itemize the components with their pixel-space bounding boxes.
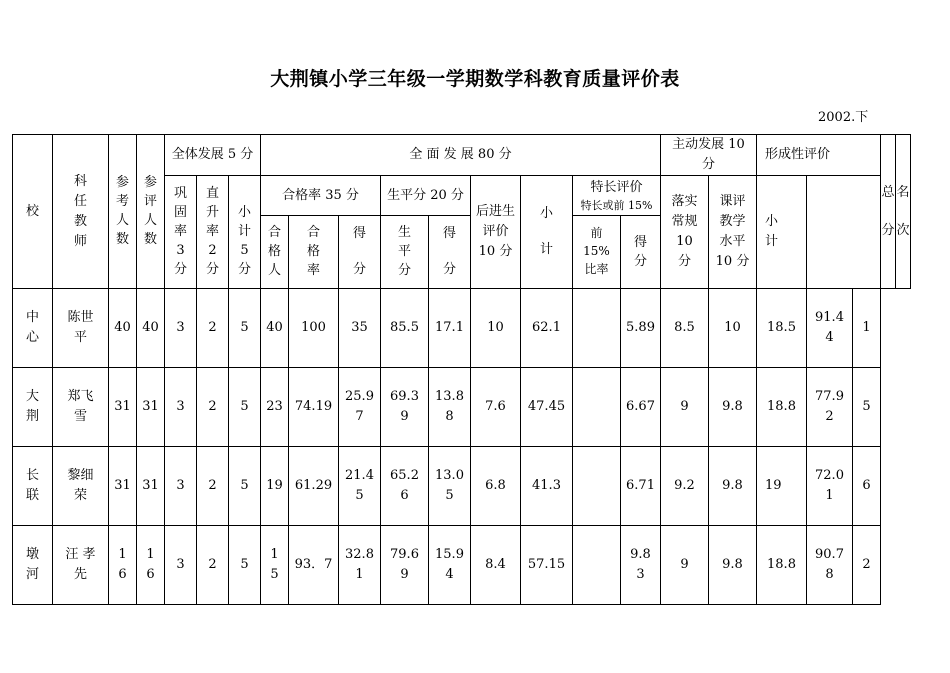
cell-lesson-eval: 9.8 (709, 526, 757, 605)
cell-promotion: 2 (197, 368, 229, 447)
cell-subtotal5: 5 (229, 368, 261, 447)
cell-avg-score: 13.0 5 (429, 447, 471, 526)
header-avg-group: 生平分 20 分 (381, 176, 471, 216)
cell-consolidation: 3 (165, 526, 197, 605)
header-lesson-eval: 课评教学水平 10 分 (709, 176, 757, 289)
table-row (13, 289, 911, 368)
cell-subtotal5: 5 (229, 526, 261, 605)
cell-exam: 31 (109, 368, 137, 447)
cell-rank: 2 (853, 526, 881, 605)
cell-pass-count: 23 (261, 368, 289, 447)
cell-routine: 9 (661, 368, 709, 447)
header-top15-score: 得分 (621, 216, 661, 289)
cell-exam: 31 (109, 447, 137, 526)
header-subtotal-5: 小计 5 分 (229, 176, 261, 289)
cell-avg-score: 13.8 8 (429, 368, 471, 447)
cell-teacher: 汪 孝 先 (53, 526, 109, 605)
cell-lesson-eval: 9.8 (709, 447, 757, 526)
header-pass-count: 合格人 (261, 216, 289, 289)
cell-top15-score: 6.67 (621, 368, 661, 447)
table-row (13, 447, 911, 526)
header-pass-rate: 合格率 35 分 (261, 176, 381, 216)
cell-rank: 5 (853, 368, 881, 447)
cell-subtotal5: 5 (229, 447, 261, 526)
cell-pass-score: 35 (339, 289, 381, 368)
cell-school: 中 心 (13, 289, 53, 368)
cell-pass-count: 1 5 (261, 526, 289, 605)
cell-avg: 79.6 9 (381, 526, 429, 605)
cell-total: 72.0 1 (807, 447, 853, 526)
cell-rated: 31 (137, 368, 165, 447)
document-title: 大荆镇小学三年级一学期数学科教育质量评价表 (270, 68, 680, 90)
cell-pass-rate: 100 (289, 289, 339, 368)
cell-lagging: 10 (471, 289, 521, 368)
document-date: 2002.下 (818, 110, 869, 125)
cell-total: 91.4 4 (807, 289, 853, 368)
cell-formative-subtotal: 19 (757, 447, 807, 526)
cell-subtotal: 57.15 (521, 526, 573, 605)
cell-formative-subtotal: 18.8 (757, 526, 807, 605)
cell-teacher: 陈世 平 (53, 289, 109, 368)
cell-subtotal: 47.45 (521, 368, 573, 447)
header-lagging: 后进生评价 10 分 (471, 176, 521, 289)
cell-exam: 40 (109, 289, 137, 368)
cell-routine: 9.2 (661, 447, 709, 526)
header-overall-development: 全体发展 5 分 (165, 135, 261, 176)
cell-pass-count: 19 (261, 447, 289, 526)
cell-consolidation: 3 (165, 447, 197, 526)
cell-pass-score: 21.4 5 (339, 447, 381, 526)
cell-top15 (573, 289, 621, 368)
cell-teacher: 郑飞 雪 (53, 368, 109, 447)
header-top15: 前 15% 比率 (573, 216, 621, 289)
header-teacher: 科任教师 (53, 135, 109, 289)
cell-routine: 8.5 (661, 289, 709, 368)
cell-top15 (573, 526, 621, 605)
cell-total: 90.7 8 (807, 526, 853, 605)
cell-teacher: 黎细 荣 (53, 447, 109, 526)
cell-promotion: 2 (197, 289, 229, 368)
header-routine: 落实常规 10 分 (661, 176, 709, 289)
cell-school: 墩 河 (13, 526, 53, 605)
header-school: 校 (13, 135, 53, 289)
cell-promotion: 2 (197, 526, 229, 605)
header-specialty: 特长评价 特长或前 15% (573, 176, 661, 216)
cell-total: 77.9 2 (807, 368, 853, 447)
cell-top15-score: 5.89 (621, 289, 661, 368)
cell-rated: 1 6 (137, 526, 165, 605)
cell-avg-score: 15.9 4 (429, 526, 471, 605)
cell-top15 (573, 368, 621, 447)
cell-lagging: 7.6 (471, 368, 521, 447)
header-avg-score: 得分 (429, 216, 471, 289)
cell-subtotal: 62.1 (521, 289, 573, 368)
cell-routine: 9 (661, 526, 709, 605)
cell-rated: 31 (137, 447, 165, 526)
evaluation-table (12, 134, 911, 605)
header-exam-count: 参考人数 (109, 135, 137, 289)
cell-top15-score: 9.8 3 (621, 526, 661, 605)
cell-top15-score: 6.71 (621, 447, 661, 526)
cell-consolidation: 3 (165, 289, 197, 368)
cell-lesson-eval: 10 (709, 289, 757, 368)
table-row (13, 368, 911, 447)
cell-promotion: 2 (197, 447, 229, 526)
cell-pass-score: 25.9 7 (339, 368, 381, 447)
cell-rated: 40 (137, 289, 165, 368)
cell-pass-rate: 61.29 (289, 447, 339, 526)
cell-rank: 1 (853, 289, 881, 368)
header-subtotal-full: 小计 (521, 176, 573, 289)
header-formative: 形成性评价 (757, 135, 881, 176)
cell-pass-count: 40 (261, 289, 289, 368)
cell-formative-subtotal: 18.5 (757, 289, 807, 368)
cell-pass-rate: 74.19 (289, 368, 339, 447)
header-rated-count: 参评人数 (137, 135, 165, 289)
header-rank: 名次 (896, 135, 911, 289)
cell-subtotal5: 5 (229, 289, 261, 368)
header-pass-score: 得分 (339, 216, 381, 289)
cell-rank: 6 (853, 447, 881, 526)
cell-exam: 1 6 (109, 526, 137, 605)
cell-lagging: 8.4 (471, 526, 521, 605)
cell-avg: 69.3 9 (381, 368, 429, 447)
header-formative-subtotal: 小计 (757, 176, 807, 289)
header-total: 总分 (881, 135, 896, 289)
table-row (13, 526, 911, 605)
cell-subtotal: 41.3 (521, 447, 573, 526)
cell-avg-score: 17.1 (429, 289, 471, 368)
cell-lagging: 6.8 (471, 447, 521, 526)
cell-avg: 85.5 (381, 289, 429, 368)
cell-top15 (573, 447, 621, 526)
header-promotion: 直升率 2 分 (197, 176, 229, 289)
header-consolidation: 巩固率 3 分 (165, 176, 197, 289)
cell-pass-rate: 93．7 (289, 526, 339, 605)
cell-avg: 65.2 6 (381, 447, 429, 526)
cell-lesson-eval: 9.8 (709, 368, 757, 447)
header-full-development: 全 面 发 展 80 分 (261, 135, 661, 176)
header-pass-pct: 合格率 (289, 216, 339, 289)
header-active-development: 主动发展 10 分 (661, 135, 757, 176)
cell-school: 长 联 (13, 447, 53, 526)
cell-consolidation: 3 (165, 368, 197, 447)
header-avg: 生平分 (381, 216, 429, 289)
cell-formative-subtotal: 18.8 (757, 368, 807, 447)
cell-school: 大 荆 (13, 368, 53, 447)
cell-pass-score: 32.8 1 (339, 526, 381, 605)
